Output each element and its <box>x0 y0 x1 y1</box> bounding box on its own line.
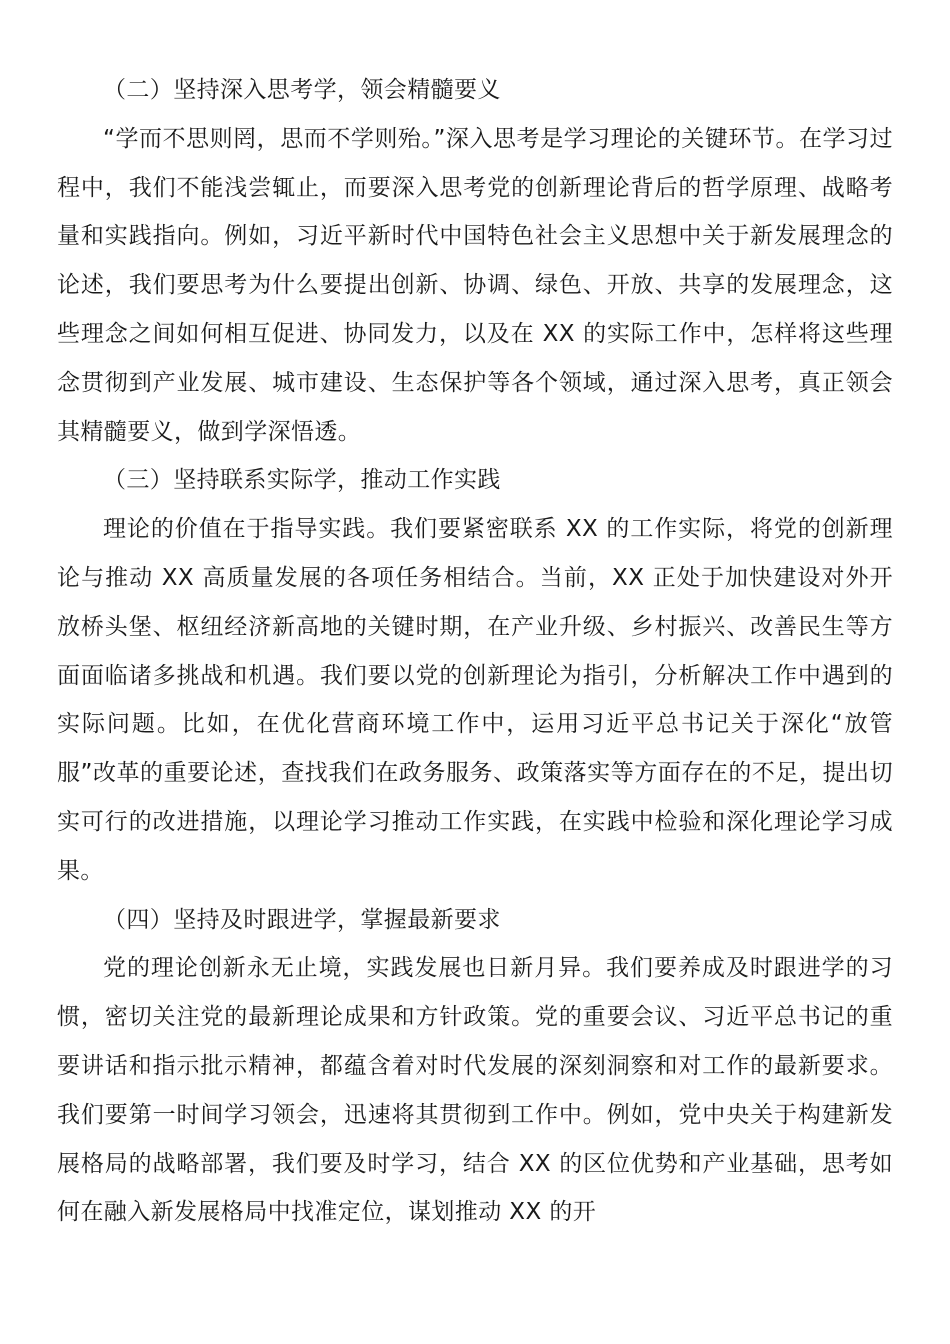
section-heading-3: （三）坚持联系实际学，推动工作实践 <box>103 467 501 494</box>
section-paragraph-3: 理论的价值在于指导实践。我们要紧密联系 XX 的工作实际，将党的创新理论与推动 XX 高质量发展的各项任务相结合。当前，XX 正处于加快建设对外开放桥头堡、枢纽经济新高地的关键时期，在产业升级、乡村振兴、改善民生等方面面临诸多挑战和机遇。我们要以党的创新理论为指引，分析解决工作中遇到的实际问题。比如，在优化营商环境工作中，运用习近平总书记关于深化“放管服”改革的重要论述，查找我们在政务服务、政策落实等方面存在的不足，提出切实可行的改进措施，以理论学习推动工作实践，在实践中检验和深化理论学习成果。 <box>57 516 893 884</box>
section-heading-4: （四）坚持及时跟进学，掌握最新要求 <box>103 906 501 933</box>
document-body <box>57 66 893 1237</box>
section-heading-2: （二）坚持深入思考学，领会精髓要义 <box>103 77 501 103</box>
section-paragraph-2: “学而不思则罔，思而不学则殆。”深入思考是学习理论的关键环节。在学习过程中，我们不能浅尝辄止，而要深入思考党的创新理论背后的哲学原理、战略考量和实践指向。例如，习近平新时代中国特色社会主义思想中关于新发展理念的论述，我们要思考为什么要提出创新、协调、绿色、开放、共享的发展理念，这些理念之间如何相互促进、协同发力，以及在 XX 的实际工作中，怎样将这些理念贯彻到产业发展、城市建设、生态保护等各个领域，通过深入思考，真正领会其精髓要义，做到学深悟透。 <box>57 125 893 445</box>
section-paragraph-4: 党的理论创新永无止境，实践发展也日新月异。我们要养成及时跟进学的习惯，密切关注党的最新理论成果和方针政策。党的重要会议、习近平总书记的重要讲话和指示批示精神，都蕴含着对时代发展的深刻洞察和对工作的最新要求。我们要第一时间学习领会，迅速将其贯彻到工作中。例如，党中央关于构建新发展格局的战略部署，我们要及时学习，结合 XX 的区位优势和产业基础，思考如何在融入新发展格局中找准定位，谋划推动 XX 的开 <box>57 955 893 1226</box>
